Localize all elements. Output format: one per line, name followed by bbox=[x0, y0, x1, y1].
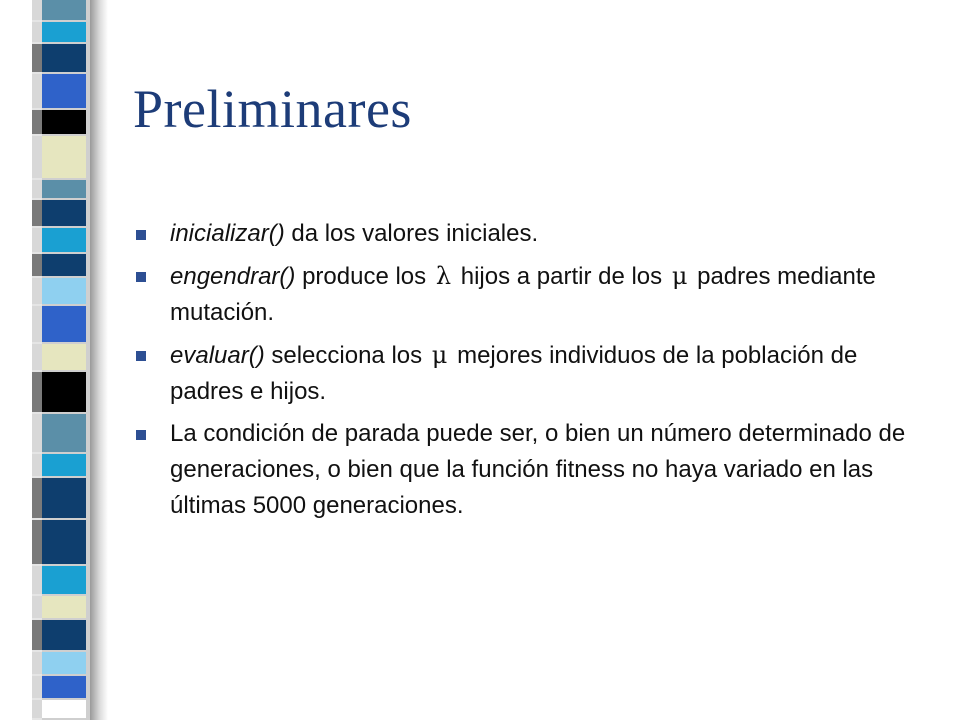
stripe-block-edge bbox=[32, 566, 42, 594]
slide-title: Preliminares bbox=[133, 79, 412, 139]
stripe-block bbox=[42, 596, 86, 618]
bullet-item bbox=[130, 416, 920, 524]
stripe-block bbox=[42, 74, 86, 108]
stripe-block-edge bbox=[32, 278, 42, 304]
decorative-stripe bbox=[0, 0, 110, 720]
stripe-block bbox=[42, 700, 86, 718]
stripe-block-edge bbox=[32, 254, 42, 276]
stripe-block bbox=[42, 22, 86, 42]
bullet-text: hijos a partir de los bbox=[454, 263, 669, 290]
bullet-text: produce los bbox=[295, 263, 433, 290]
bullet-text: selecciona los bbox=[264, 342, 429, 369]
stripe-block-edge bbox=[32, 596, 42, 618]
bullet-square-icon bbox=[136, 230, 146, 240]
function-name: engendrar() bbox=[170, 263, 296, 290]
stripe-block-edge bbox=[32, 228, 42, 252]
stripe-block bbox=[42, 180, 86, 198]
stripe-block bbox=[42, 566, 86, 594]
stripe-block bbox=[42, 478, 86, 518]
greek-symbol: μ bbox=[431, 341, 448, 369]
stripe-block bbox=[42, 520, 86, 564]
stripe-block bbox=[42, 454, 86, 476]
stripe-block bbox=[42, 344, 86, 370]
bullet-item bbox=[130, 216, 920, 252]
stripe-block bbox=[42, 254, 86, 276]
stripe-block-edge bbox=[32, 44, 42, 72]
stripe-block-edge bbox=[32, 136, 42, 178]
stripe-block-edge bbox=[32, 620, 42, 650]
stripe-block-edge bbox=[32, 372, 42, 412]
bullet-square-icon bbox=[136, 430, 146, 440]
stripe-block bbox=[42, 414, 86, 452]
stripe-block-edge bbox=[32, 520, 42, 564]
stripe-block bbox=[42, 0, 86, 20]
stripe-block bbox=[42, 676, 86, 698]
greek-symbol: μ bbox=[671, 262, 688, 290]
stripe-block bbox=[42, 228, 86, 252]
stripe-block bbox=[42, 620, 86, 650]
bullet-item bbox=[130, 337, 920, 410]
stripe-block bbox=[42, 200, 86, 226]
stripe-block bbox=[42, 278, 86, 304]
stripe-block-edge bbox=[32, 700, 42, 718]
stripe-block-edge bbox=[32, 344, 42, 370]
stripe-block bbox=[42, 372, 86, 412]
bullet-list bbox=[130, 216, 920, 530]
stripe-block-edge bbox=[32, 478, 42, 518]
bullet-square-icon bbox=[136, 351, 146, 361]
function-name: inicializar() bbox=[170, 220, 285, 247]
stripe-block-edge bbox=[32, 676, 42, 698]
stripe-block bbox=[42, 110, 86, 134]
function-name: evaluar() bbox=[170, 342, 265, 369]
stripe-block bbox=[42, 44, 86, 72]
bullet-text: mejores individuos de la población de padres e hijos. bbox=[170, 342, 858, 405]
bullet-item bbox=[130, 258, 920, 331]
stripe-block-edge bbox=[32, 414, 42, 452]
stripe-block-edge bbox=[32, 0, 42, 20]
stripe-block-edge bbox=[32, 652, 42, 674]
bullet-square-icon bbox=[136, 272, 146, 282]
stripe-block-edge bbox=[32, 110, 42, 134]
stripe-block-edge bbox=[32, 454, 42, 476]
stripe-block bbox=[42, 306, 86, 342]
stripe-block-edge bbox=[32, 180, 42, 198]
bullet-text: padres mediante mutación. bbox=[170, 263, 876, 326]
bullet-text: da los valores iniciales. bbox=[284, 220, 539, 247]
stripe-block-edge bbox=[32, 22, 42, 42]
stripe-block-edge bbox=[32, 74, 42, 108]
stripe-block-edge bbox=[32, 200, 42, 226]
bullet-text: La condición de parada puede ser, o bien un número determinado de generaciones, o bien que la función fitness no haya variado en las últimas 5000 generaciones. bbox=[170, 420, 906, 519]
stripe-block bbox=[42, 136, 86, 178]
greek-symbol: λ bbox=[435, 262, 452, 290]
stripe-block-edge bbox=[32, 306, 42, 342]
stripe-block bbox=[42, 652, 86, 674]
